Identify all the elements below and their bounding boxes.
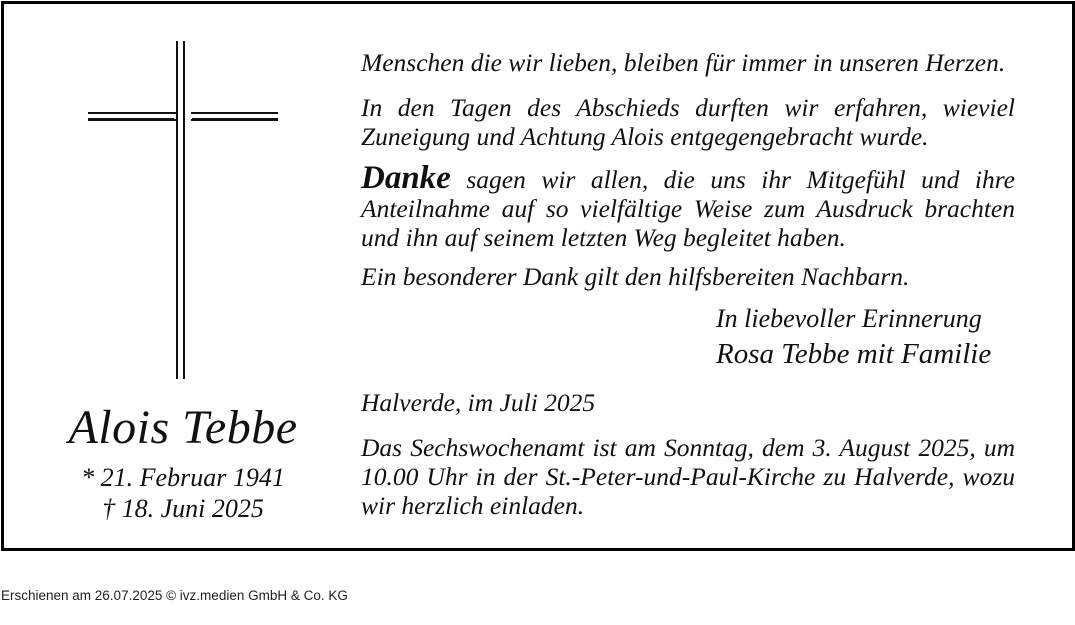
cross-arm-right-outer bbox=[191, 119, 278, 121]
danke-word: Danke bbox=[361, 160, 451, 196]
cross-arm-left bbox=[105, 112, 176, 114]
signature: Rosa Tebbe mit Familie bbox=[716, 338, 992, 370]
service-announcement: Das Sechswochenamt ist am Sonntag, dem 3. August 2025, um 10.00 Uhr in der St.-Peter-und-Paul-Kirche zu Halverde, wozu wir herzlich einladen. bbox=[361, 433, 1015, 520]
cross-arm-right bbox=[191, 112, 264, 114]
cross-post-right bbox=[183, 41, 185, 379]
obituary-notice bbox=[1, 1, 1075, 551]
birth-date: * 21. Februar 1941 bbox=[81, 463, 285, 492]
death-date: † 18. Juni 2025 bbox=[102, 494, 264, 523]
place-date: Halverde, im Juli 2025 bbox=[361, 388, 596, 417]
cross-post-left bbox=[176, 41, 178, 379]
cross-icon bbox=[88, 41, 278, 379]
text-line-1: Menschen die wir lieben, bleiben für immer in unseren Herzen. bbox=[361, 48, 1006, 77]
danke-text: sagen wir allen, die uns ihr Mitgefühl und ihre Anteilnahme auf so vielfältige Weise zum Ausdruck brachten und ihn auf seinem letzten Weg begleitet haben. bbox=[361, 165, 1015, 252]
life-dates bbox=[4, 462, 362, 524]
text-paragraph-danke bbox=[361, 160, 1015, 252]
closing-phrase: In liebevoller Erinnerung bbox=[716, 304, 982, 333]
publication-footer: Erschienen am 26.07.2025 © ivz.medien GmbH & Co. KG bbox=[1, 588, 348, 603]
deceased-name: Alois Tebbe bbox=[68, 401, 298, 454]
text-paragraph-2: In den Tagen des Abschieds durften wir erfahren, wieviel Zuneigung und Achtung Alois entgegengebracht wurde. bbox=[361, 93, 1015, 151]
cross-arm-left-outer bbox=[88, 119, 176, 121]
text-line-4: Ein besonderer Dank gilt den hilfsbereiten Nachbarn. bbox=[361, 262, 910, 291]
